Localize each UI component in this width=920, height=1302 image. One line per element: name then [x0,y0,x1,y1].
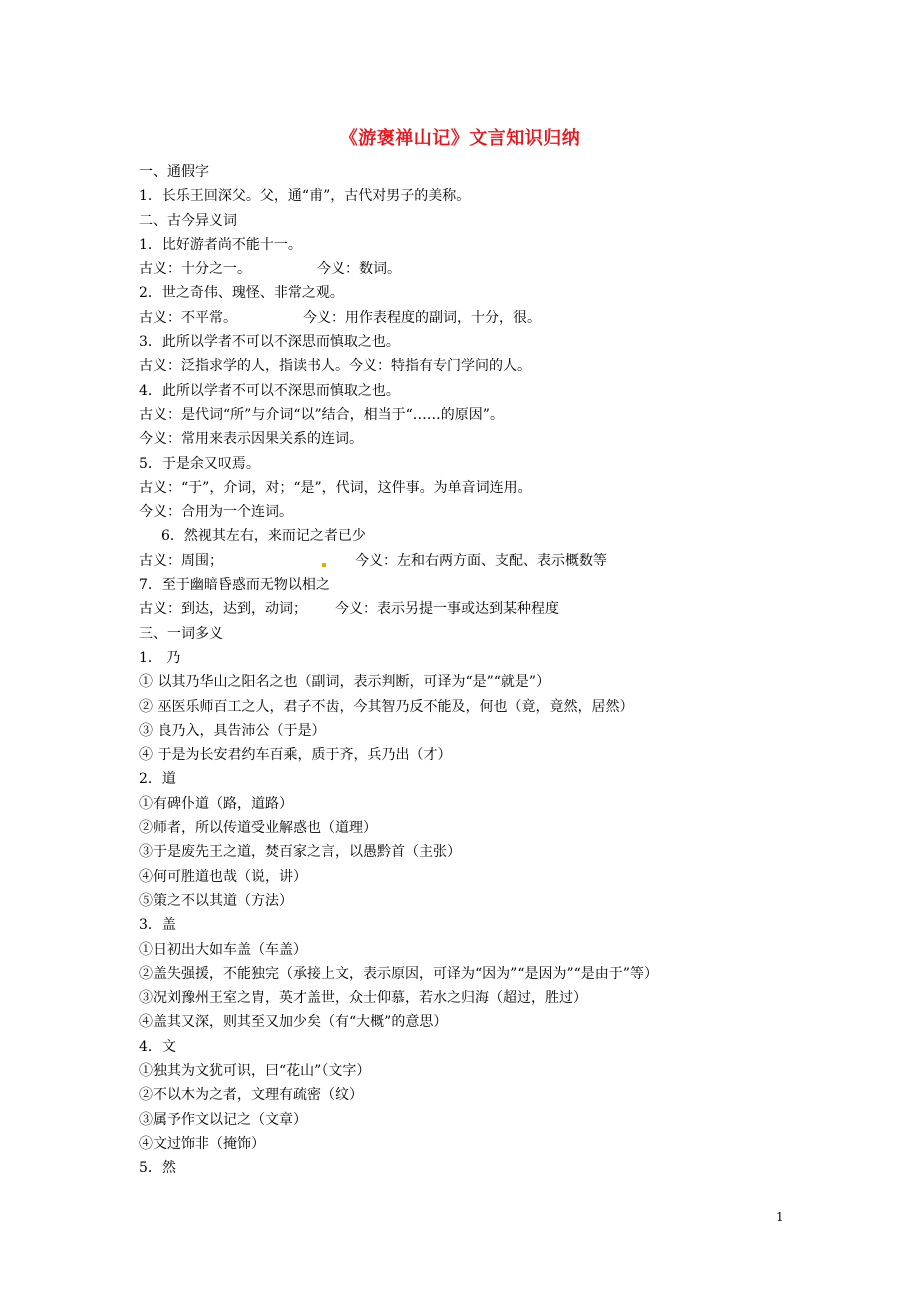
modern-meaning: 今义：表示另提一事或达到某种程度 [335,601,559,618]
example-line: ①日初出大如车盖（车盖） [139,941,307,958]
example-line: ⑤策之不以其道（方法） [139,892,293,909]
example-line: ②师者，所以传道受业解惑也（道理） [139,820,377,837]
example-line: ②不以木为之者，文理有疏密（纹） [139,1087,363,1104]
ancient-meaning: 古义：十分之一。 [139,261,251,278]
modern-meaning: 今义：左和右两方面、支配、表示概数等 [355,552,607,569]
text-line: 4．此所以学者不可以不深思而慎取之也。 [139,382,400,399]
document-title: 《游褒禅山记》文言知识归纳 [339,128,581,149]
text-line [139,597,799,621]
page-number: 1 [776,1210,784,1224]
word-heading: 3．盖 [139,917,176,934]
example-line: ②盖失强援，不能独完（承接上文，表示原因，可译为“因为”“是因为”“是由于”等） [139,965,658,982]
text-line: 1．长乐王回深父。父，通“甫”，古代对男子的美称。 [139,188,471,205]
text-line: 今义：常用来表示因果关系的连词。 [139,431,363,448]
example-line: ④ 于是为长安君约车百乘，质于齐，兵乃出（才） [139,747,452,764]
text-line: 古义：“于”，介词，对；“是”，代词，这件事。为单音词连用。 [139,479,532,496]
ancient-meaning: 古义：到达，达到，动词； [139,601,307,618]
text-line [139,549,799,573]
example-line: ①独其为文犹可识，曰“花山”（文字） [139,1062,371,1079]
text-line [139,306,799,330]
edit-mark-icon [322,563,326,567]
word-heading: 5．然 [139,1160,176,1177]
example-line: ④何可胜道也哉（说，讲） [139,868,307,885]
example-line: ③ 良乃入，具告沛公（于是） [139,722,326,739]
text-line: 5．于是余又叹焉。 [139,455,260,472]
text-line: 3．此所以学者不可以不深思而慎取之也。 [139,334,400,351]
text-line: 今义：合用为一个连词。 [139,504,293,521]
example-line: ③于是废先王之道，焚百家之言，以愚黔首（主张） [139,844,461,861]
modern-meaning: 今义：用作表程度的副词，十分，很。 [303,309,541,326]
word-heading: 4．文 [139,1038,176,1055]
word-heading: 2．道 [139,771,176,788]
section-heading-gujinyiyi: 二、古今异义词 [139,212,237,229]
example-line: ①有碑仆道（路，道路） [139,795,293,812]
ancient-meaning: 古义：周围； [139,552,223,569]
text-line: 7．至于幽暗昏惑而无物以相之 [139,577,330,594]
example-line: ① 以其乃华山之阳名之也（副词，表示判断，可译为“是”“就是”） [139,674,551,691]
text-line: 古义：泛指求学的人，指读书人。今义：特指有专门学问的人。 [139,358,531,375]
example-line: ④文过饰非（掩饰） [139,1135,265,1152]
example-line: ② 巫医乐师百工之人，君子不齿，今其智乃反不能及，何也（竟，竟然，居然） [139,698,634,715]
example-line: ④盖其又深，则其至又加少矣（有“大概”的意思） [139,1014,448,1031]
text-line: 古义：是代词“所”与介词“以”结合，相当于“……的原因”。 [139,406,504,423]
text-line: 2．世之奇伟、瑰怪、非常之观。 [139,285,344,302]
word-heading: 1． 乃 [139,649,181,666]
ancient-meaning: 古义：不平常。 [139,309,237,326]
example-line: ③况刘豫州王室之胄，英才盖世，众士仰慕，若水之归海（超过，胜过） [139,990,587,1007]
document-body [139,160,799,1180]
text-line: 1．比好游者尚不能十一。 [139,236,302,253]
modern-meaning: 今义：数词。 [317,261,401,278]
text-line [139,257,799,281]
example-line: ③属予作文以记之（文章） [139,1111,307,1128]
section-heading-yiciduoyi: 三、一词多义 [139,625,223,642]
section-heading-tongjiazi: 一、通假字 [139,164,209,180]
text-line: 6．然视其左右，来而记之者已少 [161,528,366,545]
